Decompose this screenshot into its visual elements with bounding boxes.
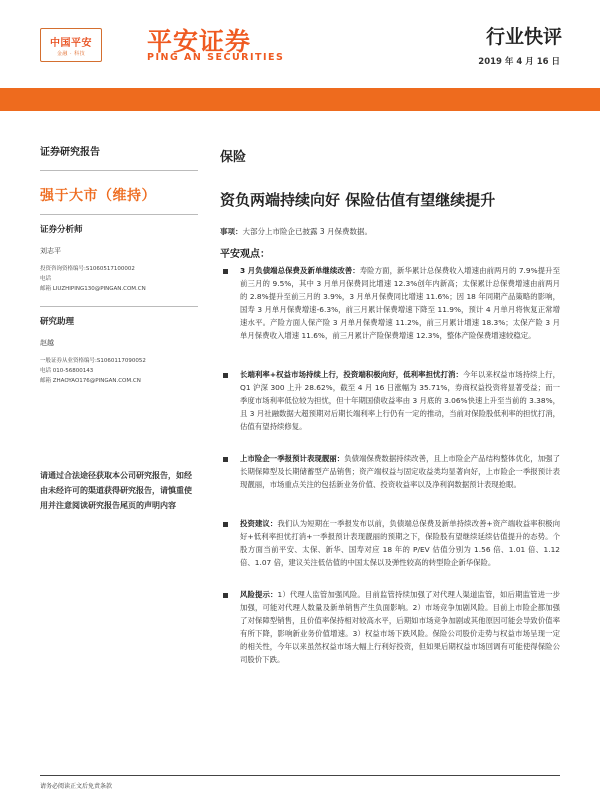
analyst-email[interactable]: 邮箱 LIUZHIPING130@PINGAN.COM.CN [40, 286, 146, 292]
brand-name-cn: 平安证券 [147, 27, 252, 56]
bullet-body: 寿险方面，新华累计总保费收入增速由前两月的 7.9%提升至前三月的 9.5%，其中 3 月单月保费同比增速 12.3%创年内新高；太保累计总保费增速由前两月的 2.8%提升至前三月的 3.9%，3 月单月保费同比增速 11.6%；因 18 年同期产品策略的影响，国寿 3 月单月保费增速-6.3%，前三月累计保费增速下降至 11.9%，预计 4 月单月将恢复正常增速水平。产险方面人保产险 3 月单月保费增速 11.2%，前三月累计增速 18.3%；太保产险 3 月单月保费收入增速 11.6%，前三月累计产险保费增速 12.3%，整体产险保费增速较稳定。 [240, 266, 560, 340]
assistant-email[interactable]: 邮箱 ZHAOYAO176@PINGAN.COM.CN [40, 378, 141, 384]
divider [40, 170, 198, 171]
event-text: 大部分上市险企已披露 3 月保费数据。 [242, 227, 373, 236]
footer-note: 请务必阅读正文后免责条款 [40, 783, 113, 790]
bullet-square-icon [223, 457, 228, 462]
report-type: 行业快评 [485, 26, 562, 48]
bullet-text [240, 588, 560, 666]
logo-text: 中国平安 [50, 38, 92, 49]
logo-subtext: 金融 · 科技 [56, 51, 86, 57]
analyst-phone: 电话 [40, 276, 52, 282]
bullet-lead: 3 月负债端总保费及新单继续改善： [240, 266, 360, 275]
bullet-text [240, 517, 560, 569]
event-line [220, 226, 372, 237]
bullet-lead: 风险提示： [240, 590, 278, 599]
bullet-body: 我们认为短期在一季报发布以前，负债端总保费及新单持续改善+资产端收益率积极向好+低利率担忧打消+一季报预计表现靓丽的预期之下，保险股有望继续延续估值提升的态势。个股方面当前平安、太保、新华、国寿对应 18 年的 P/EV 估值分别为 1.56 倍、1.01 倍、1.12 倍、1.07 倍，建议关注低估值的中国太保以及弹性较高的转型险企新华保险。 [240, 519, 560, 567]
page-title: 资负两端持续向好 保险估值有望继续提升 [220, 191, 496, 209]
bullet-square-icon [223, 373, 228, 378]
event-label: 事项： [220, 227, 243, 236]
bullet-lead: 投资建议： [240, 519, 278, 528]
view-heading: 平安观点： [220, 249, 270, 260]
report-kind: 证券研究报告 [40, 147, 100, 158]
assistant-name: 赵越 [40, 339, 54, 347]
assistant-heading: 研究助理 [40, 317, 75, 327]
brand-name-en: PING AN SECURITIES [147, 52, 285, 63]
bullet-square-icon [223, 522, 228, 527]
rating: 强于大市（维持） [40, 188, 156, 204]
bullet-body: 今年以来权益市场持续上行，Q1 沪深 300 上升 28.62%，截至 4 月 16 日涨幅为 35.71%，券商权益投资将显著受益；而一季度市场利率低位较为担忧，但十年期国债收益率由 3 月底的 3.06%快速上升至当前的 3.38%，且 3 月社融数据大超预期对后期长端利率上行仍有一定的推动，当前对保险股低利率的担忧打消，估值有望持续修复。 [240, 370, 560, 431]
bullet-body: 负债端保费数据持续改善，且上市险企产品结构整体优化，加强了长期保障型及长期储蓄型产品销售；资产端权益与固定收益类均显著向好，上市险企一季报预计表现靓丽，市场重点关注的包括新业务价值、投资收益率以及净利润数据预计表现抢眼。 [240, 454, 560, 489]
industry-label: 保险 [220, 150, 247, 165]
bullet-square-icon [223, 593, 228, 598]
disclaimer: 请通过合法途径获取本公司研究报告，如经由未经许可的渠道获得研究报告，请慎重使用并注意阅读研究报告尾页的声明内容 [40, 471, 192, 510]
report-date: 2019 年 4 月 16 日 [478, 57, 560, 67]
bullet-lead: 长端利率+权益市场持续上行，投资端积极向好，低利率担忧打消： [240, 370, 463, 379]
assistant-license: 一般证券从业资格编号:S1060117090052 [40, 358, 146, 364]
bullet-lead: 上市险企一季报预计表现靓丽： [240, 454, 345, 463]
analyst-heading: 证券分析师 [40, 225, 83, 235]
bullet-text [240, 368, 560, 433]
company-logo [40, 28, 102, 62]
assistant-phone: 电话 010-56800143 [40, 368, 94, 374]
divider [40, 306, 198, 307]
bullet-body: 1）代理人监管加强风险。目前监管持续加强了对代理人渠道监管，如后期监管进一步加强，可能对代理人数量及新单销售产生负面影响。2）市场竞争加剧风险。目前上市险企都加强了对保障型销售，且价值率保持相对较高水平，后期如市场竞争加剧或其他原因可能会导致价值率有所下降，影响新业务价值增速。3）权益市场下跌风险。保险公司股价走势与权益市场呈现一定的相关性，今年以来虽然权益市场大幅上行利好投资，但如果后期权益市场回调有可能使得保险公司股价下跌。 [240, 590, 560, 664]
analyst-license: 投资咨询资格编号:S1060517100002 [40, 266, 135, 272]
divider [40, 214, 198, 215]
footer-divider [40, 775, 560, 776]
analyst-name: 刘志平 [40, 247, 61, 255]
bullet-square-icon [223, 269, 228, 274]
bullet-text [240, 452, 560, 491]
bullet-text [240, 264, 560, 342]
header-band [0, 88, 600, 111]
